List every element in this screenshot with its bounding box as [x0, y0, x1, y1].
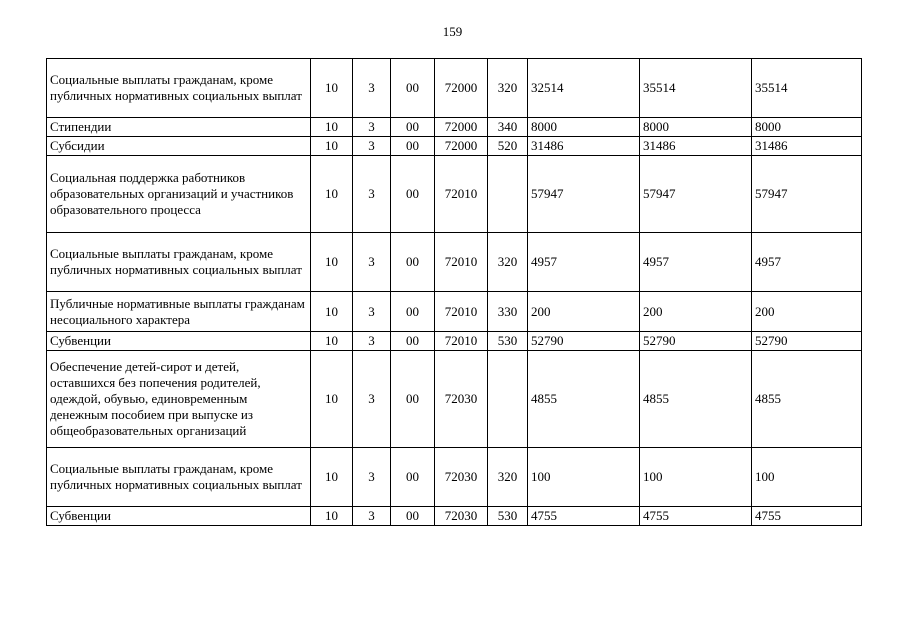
- cell-year1: 8000: [528, 118, 640, 137]
- cell-pr: 3: [353, 137, 391, 156]
- cell-code1: 00: [391, 156, 435, 233]
- cell-vr: 340: [488, 118, 528, 137]
- table-row: [47, 118, 862, 137]
- row-name: Публичные нормативные выплаты гражданам несоциального характера: [47, 292, 311, 332]
- cell-year2: 200: [640, 292, 752, 332]
- cell-code2: 72030: [435, 448, 488, 507]
- cell-rz: 10: [311, 507, 353, 526]
- cell-vr: [488, 156, 528, 233]
- table-row: [47, 292, 862, 332]
- cell-vr: 320: [488, 448, 528, 507]
- cell-year2: 4755: [640, 507, 752, 526]
- cell-year1: 4957: [528, 233, 640, 292]
- cell-rz: 10: [311, 233, 353, 292]
- cell-rz: 10: [311, 351, 353, 448]
- cell-vr: [488, 351, 528, 448]
- cell-rz: 10: [311, 156, 353, 233]
- cell-vr: 330: [488, 292, 528, 332]
- cell-year1: 52790: [528, 332, 640, 351]
- cell-vr: 530: [488, 507, 528, 526]
- table-row: [47, 59, 862, 118]
- cell-vr: 530: [488, 332, 528, 351]
- table-row: [47, 137, 862, 156]
- cell-code1: 00: [391, 448, 435, 507]
- cell-rz: 10: [311, 332, 353, 351]
- cell-code1: 00: [391, 59, 435, 118]
- row-name: Социальная поддержка работников образовательных организаций и участников образовательного процесса: [47, 156, 311, 233]
- cell-year3: 4957: [752, 233, 862, 292]
- row-name: Обеспечение детей-сирот и детей, оставшихся без попечения родителей, одеждой, обувью, единовременным денежным пособием при выпуске из общеобразовательных организаций: [47, 351, 311, 448]
- table-row: [47, 332, 862, 351]
- table-row: [47, 448, 862, 507]
- row-name: Социальные выплаты гражданам, кроме публичных нормативных социальных выплат: [47, 59, 311, 118]
- cell-code2: 72000: [435, 118, 488, 137]
- table-row: [47, 351, 862, 448]
- row-name: Субвенции: [47, 507, 311, 526]
- table-row: [47, 233, 862, 292]
- page-number: 159: [442, 24, 463, 39]
- cell-code2: 72010: [435, 156, 488, 233]
- cell-vr: 320: [488, 59, 528, 118]
- cell-year2: 4957: [640, 233, 752, 292]
- cell-pr: 3: [353, 156, 391, 233]
- row-name: Субсидии: [47, 137, 311, 156]
- cell-code2: 72030: [435, 351, 488, 448]
- cell-code2: 72010: [435, 332, 488, 351]
- row-name: Субвенции: [47, 332, 311, 351]
- cell-year2: 4855: [640, 351, 752, 448]
- cell-rz: 10: [311, 292, 353, 332]
- cell-year1: 31486: [528, 137, 640, 156]
- cell-code2: 72030: [435, 507, 488, 526]
- cell-code2: 72000: [435, 137, 488, 156]
- cell-pr: 3: [353, 507, 391, 526]
- cell-code1: 00: [391, 507, 435, 526]
- cell-year1: 200: [528, 292, 640, 332]
- row-name: Социальные выплаты гражданам, кроме публичных нормативных социальных выплат: [47, 233, 311, 292]
- cell-year2: 52790: [640, 332, 752, 351]
- cell-rz: 10: [311, 118, 353, 137]
- cell-vr: 320: [488, 233, 528, 292]
- cell-pr: 3: [353, 351, 391, 448]
- table-row: [47, 507, 862, 526]
- cell-code2: 72000: [435, 59, 488, 118]
- cell-rz: 10: [311, 137, 353, 156]
- cell-year3: 200: [752, 292, 862, 332]
- cell-year1: 4855: [528, 351, 640, 448]
- cell-year2: 31486: [640, 137, 752, 156]
- cell-pr: 3: [353, 59, 391, 118]
- cell-year1: 57947: [528, 156, 640, 233]
- cell-code1: 00: [391, 351, 435, 448]
- cell-year3: 57947: [752, 156, 862, 233]
- cell-year1: 100: [528, 448, 640, 507]
- cell-year3: 35514: [752, 59, 862, 118]
- cell-code1: 00: [391, 233, 435, 292]
- cell-year2: 57947: [640, 156, 752, 233]
- cell-code1: 00: [391, 118, 435, 137]
- budget-table: [46, 58, 862, 526]
- cell-year3: 4755: [752, 507, 862, 526]
- cell-pr: 3: [353, 233, 391, 292]
- cell-rz: 10: [311, 59, 353, 118]
- cell-year3: 4855: [752, 351, 862, 448]
- row-name: Социальные выплаты гражданам, кроме публичных нормативных социальных выплат: [47, 448, 311, 507]
- cell-year2: 8000: [640, 118, 752, 137]
- row-name: Стипендии: [47, 118, 311, 137]
- cell-code1: 00: [391, 292, 435, 332]
- cell-year1: 4755: [528, 507, 640, 526]
- table-row: [47, 156, 862, 233]
- cell-pr: 3: [353, 448, 391, 507]
- cell-pr: 3: [353, 118, 391, 137]
- cell-rz: 10: [311, 448, 353, 507]
- cell-pr: 3: [353, 332, 391, 351]
- cell-year3: 31486: [752, 137, 862, 156]
- cell-code2: 72010: [435, 233, 488, 292]
- cell-code2: 72010: [435, 292, 488, 332]
- cell-year3: 8000: [752, 118, 862, 137]
- cell-year2: 100: [640, 448, 752, 507]
- cell-code1: 00: [391, 137, 435, 156]
- cell-year2: 35514: [640, 59, 752, 118]
- cell-year1: 32514: [528, 59, 640, 118]
- cell-year3: 52790: [752, 332, 862, 351]
- cell-vr: 520: [488, 137, 528, 156]
- cell-code1: 00: [391, 332, 435, 351]
- cell-year3: 100: [752, 448, 862, 507]
- cell-pr: 3: [353, 292, 391, 332]
